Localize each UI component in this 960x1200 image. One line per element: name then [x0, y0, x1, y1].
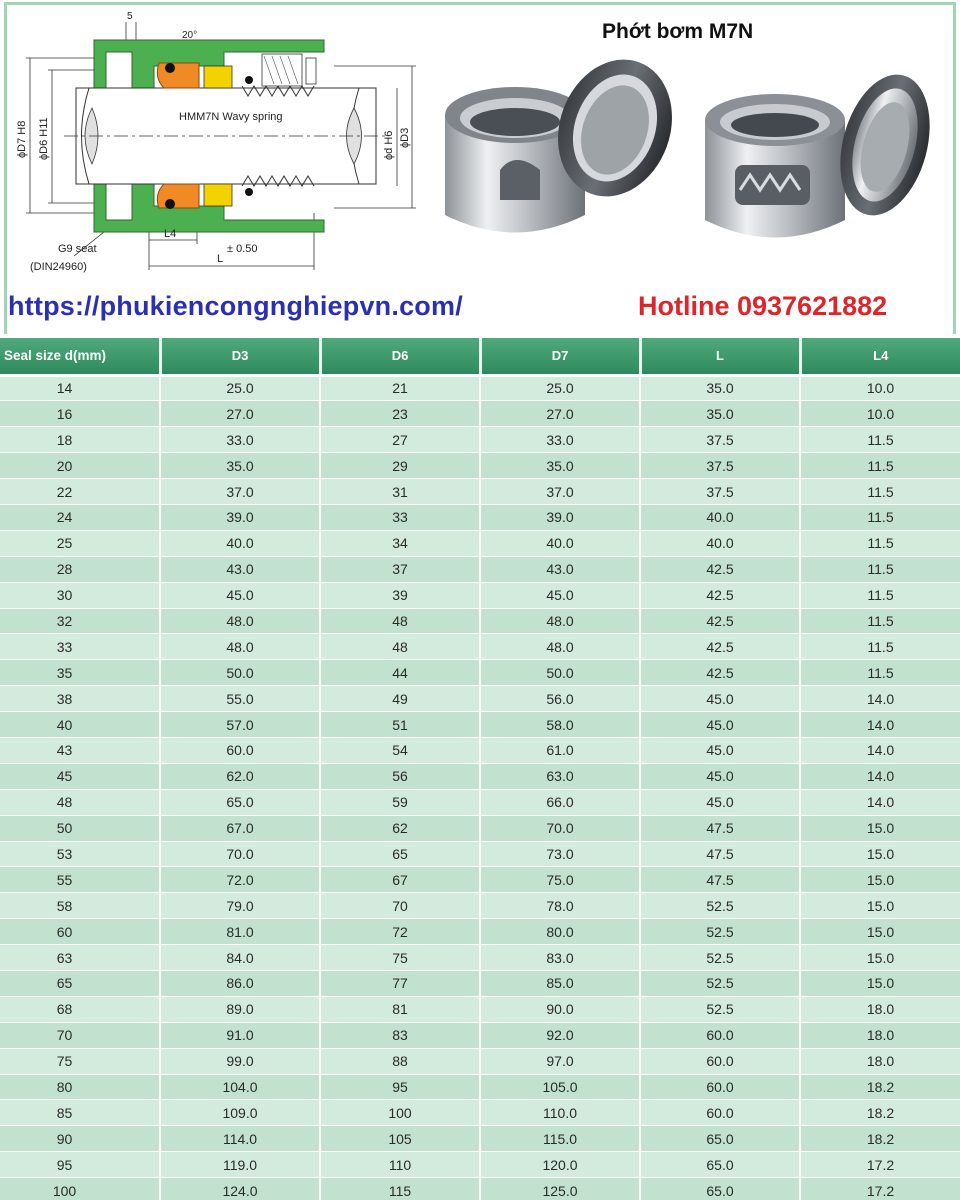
cell-l4: 11.5 [800, 479, 960, 505]
cell-l4: 14.0 [800, 789, 960, 815]
cell-d7: 43.0 [480, 556, 640, 582]
table-row [0, 1126, 960, 1152]
cell-l: 42.5 [640, 660, 800, 686]
cell-seal-size: 70 [0, 1022, 160, 1048]
cell-d6: 88 [320, 1048, 480, 1074]
cell-seal-size: 38 [0, 686, 160, 712]
cell-seal-size: 33 [0, 634, 160, 660]
cell-l: 60.0 [640, 1022, 800, 1048]
cell-l4: 11.5 [800, 660, 960, 686]
cell-d3: 25.0 [160, 375, 320, 401]
cell-d3: 50.0 [160, 660, 320, 686]
table-row [0, 479, 960, 505]
cell-l: 52.5 [640, 893, 800, 919]
cell-l4: 18.0 [800, 996, 960, 1022]
cell-d7: 61.0 [480, 737, 640, 763]
cell-d6: 23 [320, 401, 480, 427]
cell-l4: 11.5 [800, 556, 960, 582]
diagram-dim-tolerance: ± 0.50 [227, 243, 258, 255]
cell-d6: 62 [320, 815, 480, 841]
cell-l4: 15.0 [800, 919, 960, 945]
cell-d7: 35.0 [480, 453, 640, 479]
cell-l: 42.5 [640, 608, 800, 634]
cell-l4: 15.0 [800, 815, 960, 841]
cell-d6: 48 [320, 608, 480, 634]
cell-d3: 48.0 [160, 608, 320, 634]
cell-l4: 15.0 [800, 867, 960, 893]
table-row [0, 712, 960, 738]
cell-d6: 39 [320, 582, 480, 608]
table-row [0, 427, 960, 453]
cell-d7: 97.0 [480, 1048, 640, 1074]
cell-seal-size: 75 [0, 1048, 160, 1074]
cell-l4: 11.5 [800, 453, 960, 479]
table-row [0, 893, 960, 919]
cell-seal-size: 22 [0, 479, 160, 505]
cell-l: 45.0 [640, 712, 800, 738]
cell-seal-size: 18 [0, 427, 160, 453]
website-url: https://phukiencongnghiepvn.com/ [8, 291, 463, 321]
cell-seal-size: 35 [0, 660, 160, 686]
cell-d3: 114.0 [160, 1126, 320, 1152]
cell-d6: 72 [320, 919, 480, 945]
cell-d7: 105.0 [480, 1074, 640, 1100]
cell-d6: 48 [320, 634, 480, 660]
cell-d7: 50.0 [480, 660, 640, 686]
cell-l: 45.0 [640, 737, 800, 763]
cell-d3: 60.0 [160, 737, 320, 763]
cell-l4: 14.0 [800, 686, 960, 712]
cell-l: 65.0 [640, 1126, 800, 1152]
cell-l4: 15.0 [800, 945, 960, 971]
cell-d7: 70.0 [480, 815, 640, 841]
cell-d7: 48.0 [480, 634, 640, 660]
cell-d7: 75.0 [480, 867, 640, 893]
cell-l4: 14.0 [800, 737, 960, 763]
cell-d7: 85.0 [480, 970, 640, 996]
diagram-dim-d6: ϕD6 H11 [38, 117, 50, 160]
table-row [0, 401, 960, 427]
cell-seal-size: 24 [0, 504, 160, 530]
cell-l4: 17.2 [800, 1152, 960, 1178]
cell-d6: 29 [320, 453, 480, 479]
cell-d7: 90.0 [480, 996, 640, 1022]
cell-d3: 70.0 [160, 841, 320, 867]
cell-l: 60.0 [640, 1048, 800, 1074]
cell-d6: 33 [320, 504, 480, 530]
cell-l4: 14.0 [800, 712, 960, 738]
cell-l: 52.5 [640, 970, 800, 996]
cell-seal-size: 32 [0, 608, 160, 634]
cell-d6: 27 [320, 427, 480, 453]
diagram-dim-l: L [217, 253, 224, 265]
cell-d3: 79.0 [160, 893, 320, 919]
cell-d7: 66.0 [480, 789, 640, 815]
cell-d7: 120.0 [480, 1152, 640, 1178]
cell-seal-size: 53 [0, 841, 160, 867]
cell-d3: 45.0 [160, 582, 320, 608]
cell-d3: 55.0 [160, 686, 320, 712]
seal-photo-right [705, 65, 944, 238]
cell-d3: 40.0 [160, 530, 320, 556]
cell-d7: 39.0 [480, 504, 640, 530]
product-title: Phớt bơm M7N [602, 20, 754, 43]
diagram-dim-d: ϕd H6 [383, 130, 395, 160]
cell-l4: 18.0 [800, 1022, 960, 1048]
cell-l: 42.5 [640, 556, 800, 582]
cell-d3: 84.0 [160, 945, 320, 971]
col-header-seal-size: Seal size d(mm) [0, 338, 160, 375]
product-photos [440, 50, 945, 280]
table-row [0, 737, 960, 763]
table-row [0, 789, 960, 815]
cell-seal-size: 85 [0, 1100, 160, 1126]
table-row [0, 556, 960, 582]
cell-l4: 11.5 [800, 608, 960, 634]
cell-d3: 119.0 [160, 1152, 320, 1178]
table-row [0, 686, 960, 712]
table-row [0, 763, 960, 789]
diagram-seat-label: G9 seat [58, 243, 97, 255]
cell-d3: 86.0 [160, 970, 320, 996]
cell-l4: 10.0 [800, 375, 960, 401]
cell-d3: 89.0 [160, 996, 320, 1022]
cell-d7: 110.0 [480, 1100, 640, 1126]
cell-l4: 11.5 [800, 427, 960, 453]
cell-seal-size: 63 [0, 945, 160, 971]
diagram-dim-d3: ϕD3 [399, 127, 411, 148]
cell-d3: 124.0 [160, 1178, 320, 1200]
cell-l: 47.5 [640, 815, 800, 841]
table-row [0, 453, 960, 479]
cell-l: 65.0 [640, 1178, 800, 1200]
cell-d3: 91.0 [160, 1022, 320, 1048]
cell-d3: 81.0 [160, 919, 320, 945]
seal-cross-section-diagram [14, 8, 424, 283]
cell-seal-size: 40 [0, 712, 160, 738]
cell-seal-size: 43 [0, 737, 160, 763]
cell-l: 60.0 [640, 1074, 800, 1100]
cell-d6: 59 [320, 789, 480, 815]
cell-seal-size: 55 [0, 867, 160, 893]
cell-l: 52.5 [640, 919, 800, 945]
cell-d6: 56 [320, 763, 480, 789]
col-header-d3: D3 [160, 338, 320, 375]
table-row [0, 608, 960, 634]
cell-d7: 73.0 [480, 841, 640, 867]
cell-d6: 49 [320, 686, 480, 712]
cell-d6: 65 [320, 841, 480, 867]
cell-d6: 54 [320, 737, 480, 763]
cell-d3: 35.0 [160, 453, 320, 479]
cell-l: 40.0 [640, 504, 800, 530]
cell-d3: 33.0 [160, 427, 320, 453]
cell-l4: 15.0 [800, 893, 960, 919]
cell-d6: 51 [320, 712, 480, 738]
cell-d7: 125.0 [480, 1178, 640, 1200]
cell-seal-size: 16 [0, 401, 160, 427]
cell-seal-size: 14 [0, 375, 160, 401]
cell-l: 52.5 [640, 945, 800, 971]
cell-l4: 14.0 [800, 763, 960, 789]
table-row [0, 945, 960, 971]
cell-d7: 48.0 [480, 608, 640, 634]
cell-d3: 72.0 [160, 867, 320, 893]
cell-seal-size: 48 [0, 789, 160, 815]
cell-d6: 83 [320, 1022, 480, 1048]
cell-d6: 77 [320, 970, 480, 996]
cell-l: 37.5 [640, 479, 800, 505]
cell-d6: 37 [320, 556, 480, 582]
cell-d6: 21 [320, 375, 480, 401]
cell-seal-size: 68 [0, 996, 160, 1022]
col-header-l: L [640, 338, 800, 375]
cell-d3: 109.0 [160, 1100, 320, 1126]
cell-d3: 57.0 [160, 712, 320, 738]
table-row [0, 919, 960, 945]
table-row [0, 1022, 960, 1048]
cell-seal-size: 80 [0, 1074, 160, 1100]
cell-d7: 92.0 [480, 1022, 640, 1048]
cell-seal-size: 30 [0, 582, 160, 608]
seal-spec-table [0, 338, 960, 1200]
table-row [0, 841, 960, 867]
cell-d6: 34 [320, 530, 480, 556]
cell-d7: 45.0 [480, 582, 640, 608]
cell-l4: 10.0 [800, 401, 960, 427]
cell-d6: 105 [320, 1126, 480, 1152]
cell-l4: 18.2 [800, 1126, 960, 1152]
header [0, 0, 960, 338]
cell-d6: 31 [320, 479, 480, 505]
cell-d6: 100 [320, 1100, 480, 1126]
table-row [0, 582, 960, 608]
cell-l: 40.0 [640, 530, 800, 556]
cell-l4: 15.0 [800, 841, 960, 867]
table-row [0, 867, 960, 893]
cell-seal-size: 100 [0, 1178, 160, 1200]
cell-seal-size: 20 [0, 453, 160, 479]
cell-l: 42.5 [640, 582, 800, 608]
cell-d7: 33.0 [480, 427, 640, 453]
diagram-dim-20: 20° [182, 30, 198, 41]
cell-d3: 67.0 [160, 815, 320, 841]
seal-photo-left [445, 50, 691, 233]
cell-d3: 65.0 [160, 789, 320, 815]
table-row [0, 375, 960, 401]
spec-table-container [0, 338, 960, 1200]
table-row [0, 815, 960, 841]
table-row [0, 530, 960, 556]
cell-seal-size: 60 [0, 919, 160, 945]
cell-d6: 75 [320, 945, 480, 971]
table-row [0, 1048, 960, 1074]
cell-d3: 104.0 [160, 1074, 320, 1100]
cell-d7: 63.0 [480, 763, 640, 789]
cell-d6: 115 [320, 1178, 480, 1200]
cell-seal-size: 28 [0, 556, 160, 582]
table-row [0, 996, 960, 1022]
cell-d7: 115.0 [480, 1126, 640, 1152]
cell-d6: 81 [320, 996, 480, 1022]
cell-d7: 80.0 [480, 919, 640, 945]
cell-d3: 43.0 [160, 556, 320, 582]
table-row [0, 634, 960, 660]
cell-d7: 83.0 [480, 945, 640, 971]
cell-d6: 95 [320, 1074, 480, 1100]
diagram-dim-l4: L4 [164, 228, 177, 240]
cell-d3: 48.0 [160, 634, 320, 660]
cell-l: 60.0 [640, 1100, 800, 1126]
cell-seal-size: 95 [0, 1152, 160, 1178]
cell-seal-size: 90 [0, 1126, 160, 1152]
cell-d7: 58.0 [480, 712, 640, 738]
diagram-spring-label: HMM7N Wavy spring [179, 111, 283, 123]
cell-d7: 40.0 [480, 530, 640, 556]
cell-seal-size: 50 [0, 815, 160, 841]
table-row [0, 1152, 960, 1178]
cell-l: 35.0 [640, 401, 800, 427]
table-row [0, 1100, 960, 1126]
table-row [0, 504, 960, 530]
cell-l4: 17.2 [800, 1178, 960, 1200]
cell-d7: 78.0 [480, 893, 640, 919]
cell-d6: 44 [320, 660, 480, 686]
cell-l: 35.0 [640, 375, 800, 401]
cell-l4: 15.0 [800, 970, 960, 996]
cell-seal-size: 58 [0, 893, 160, 919]
cell-l4: 18.0 [800, 1048, 960, 1074]
cell-l: 45.0 [640, 686, 800, 712]
diagram-dim-d7: ϕD7 H8 [16, 120, 28, 158]
table-header-row [0, 338, 960, 375]
col-header-d7: D7 [480, 338, 640, 375]
cell-d7: 27.0 [480, 401, 640, 427]
cell-d3: 99.0 [160, 1048, 320, 1074]
cell-d7: 37.0 [480, 479, 640, 505]
diagram-seat-standard: (DIN24960) [30, 261, 87, 273]
col-header-l4: L4 [800, 338, 960, 375]
cell-d3: 37.0 [160, 479, 320, 505]
cell-d7: 25.0 [480, 375, 640, 401]
cell-l4: 18.2 [800, 1074, 960, 1100]
cell-l4: 11.5 [800, 504, 960, 530]
table-row [0, 970, 960, 996]
table-row [0, 1178, 960, 1200]
cell-l4: 11.5 [800, 634, 960, 660]
cell-l: 37.5 [640, 453, 800, 479]
cell-l4: 11.5 [800, 582, 960, 608]
col-header-d6: D6 [320, 338, 480, 375]
table-row [0, 1074, 960, 1100]
cell-l: 47.5 [640, 867, 800, 893]
cell-l: 65.0 [640, 1152, 800, 1178]
diagram-dim-5: 5 [127, 11, 133, 22]
table-body [0, 375, 960, 1200]
cell-l: 47.5 [640, 841, 800, 867]
cell-d3: 39.0 [160, 504, 320, 530]
cell-l4: 11.5 [800, 530, 960, 556]
table-row [0, 660, 960, 686]
hotline-number: Hotline 0937621882 [638, 291, 888, 321]
cell-d6: 70 [320, 893, 480, 919]
cell-seal-size: 45 [0, 763, 160, 789]
cell-d6: 110 [320, 1152, 480, 1178]
cell-l: 45.0 [640, 763, 800, 789]
cell-l: 45.0 [640, 789, 800, 815]
cell-l: 52.5 [640, 996, 800, 1022]
cell-d3: 27.0 [160, 401, 320, 427]
cell-d6: 67 [320, 867, 480, 893]
cell-l: 42.5 [640, 634, 800, 660]
cell-d7: 56.0 [480, 686, 640, 712]
cell-d3: 62.0 [160, 763, 320, 789]
cell-l: 37.5 [640, 427, 800, 453]
cell-seal-size: 65 [0, 970, 160, 996]
cell-seal-size: 25 [0, 530, 160, 556]
cell-l4: 18.2 [800, 1100, 960, 1126]
